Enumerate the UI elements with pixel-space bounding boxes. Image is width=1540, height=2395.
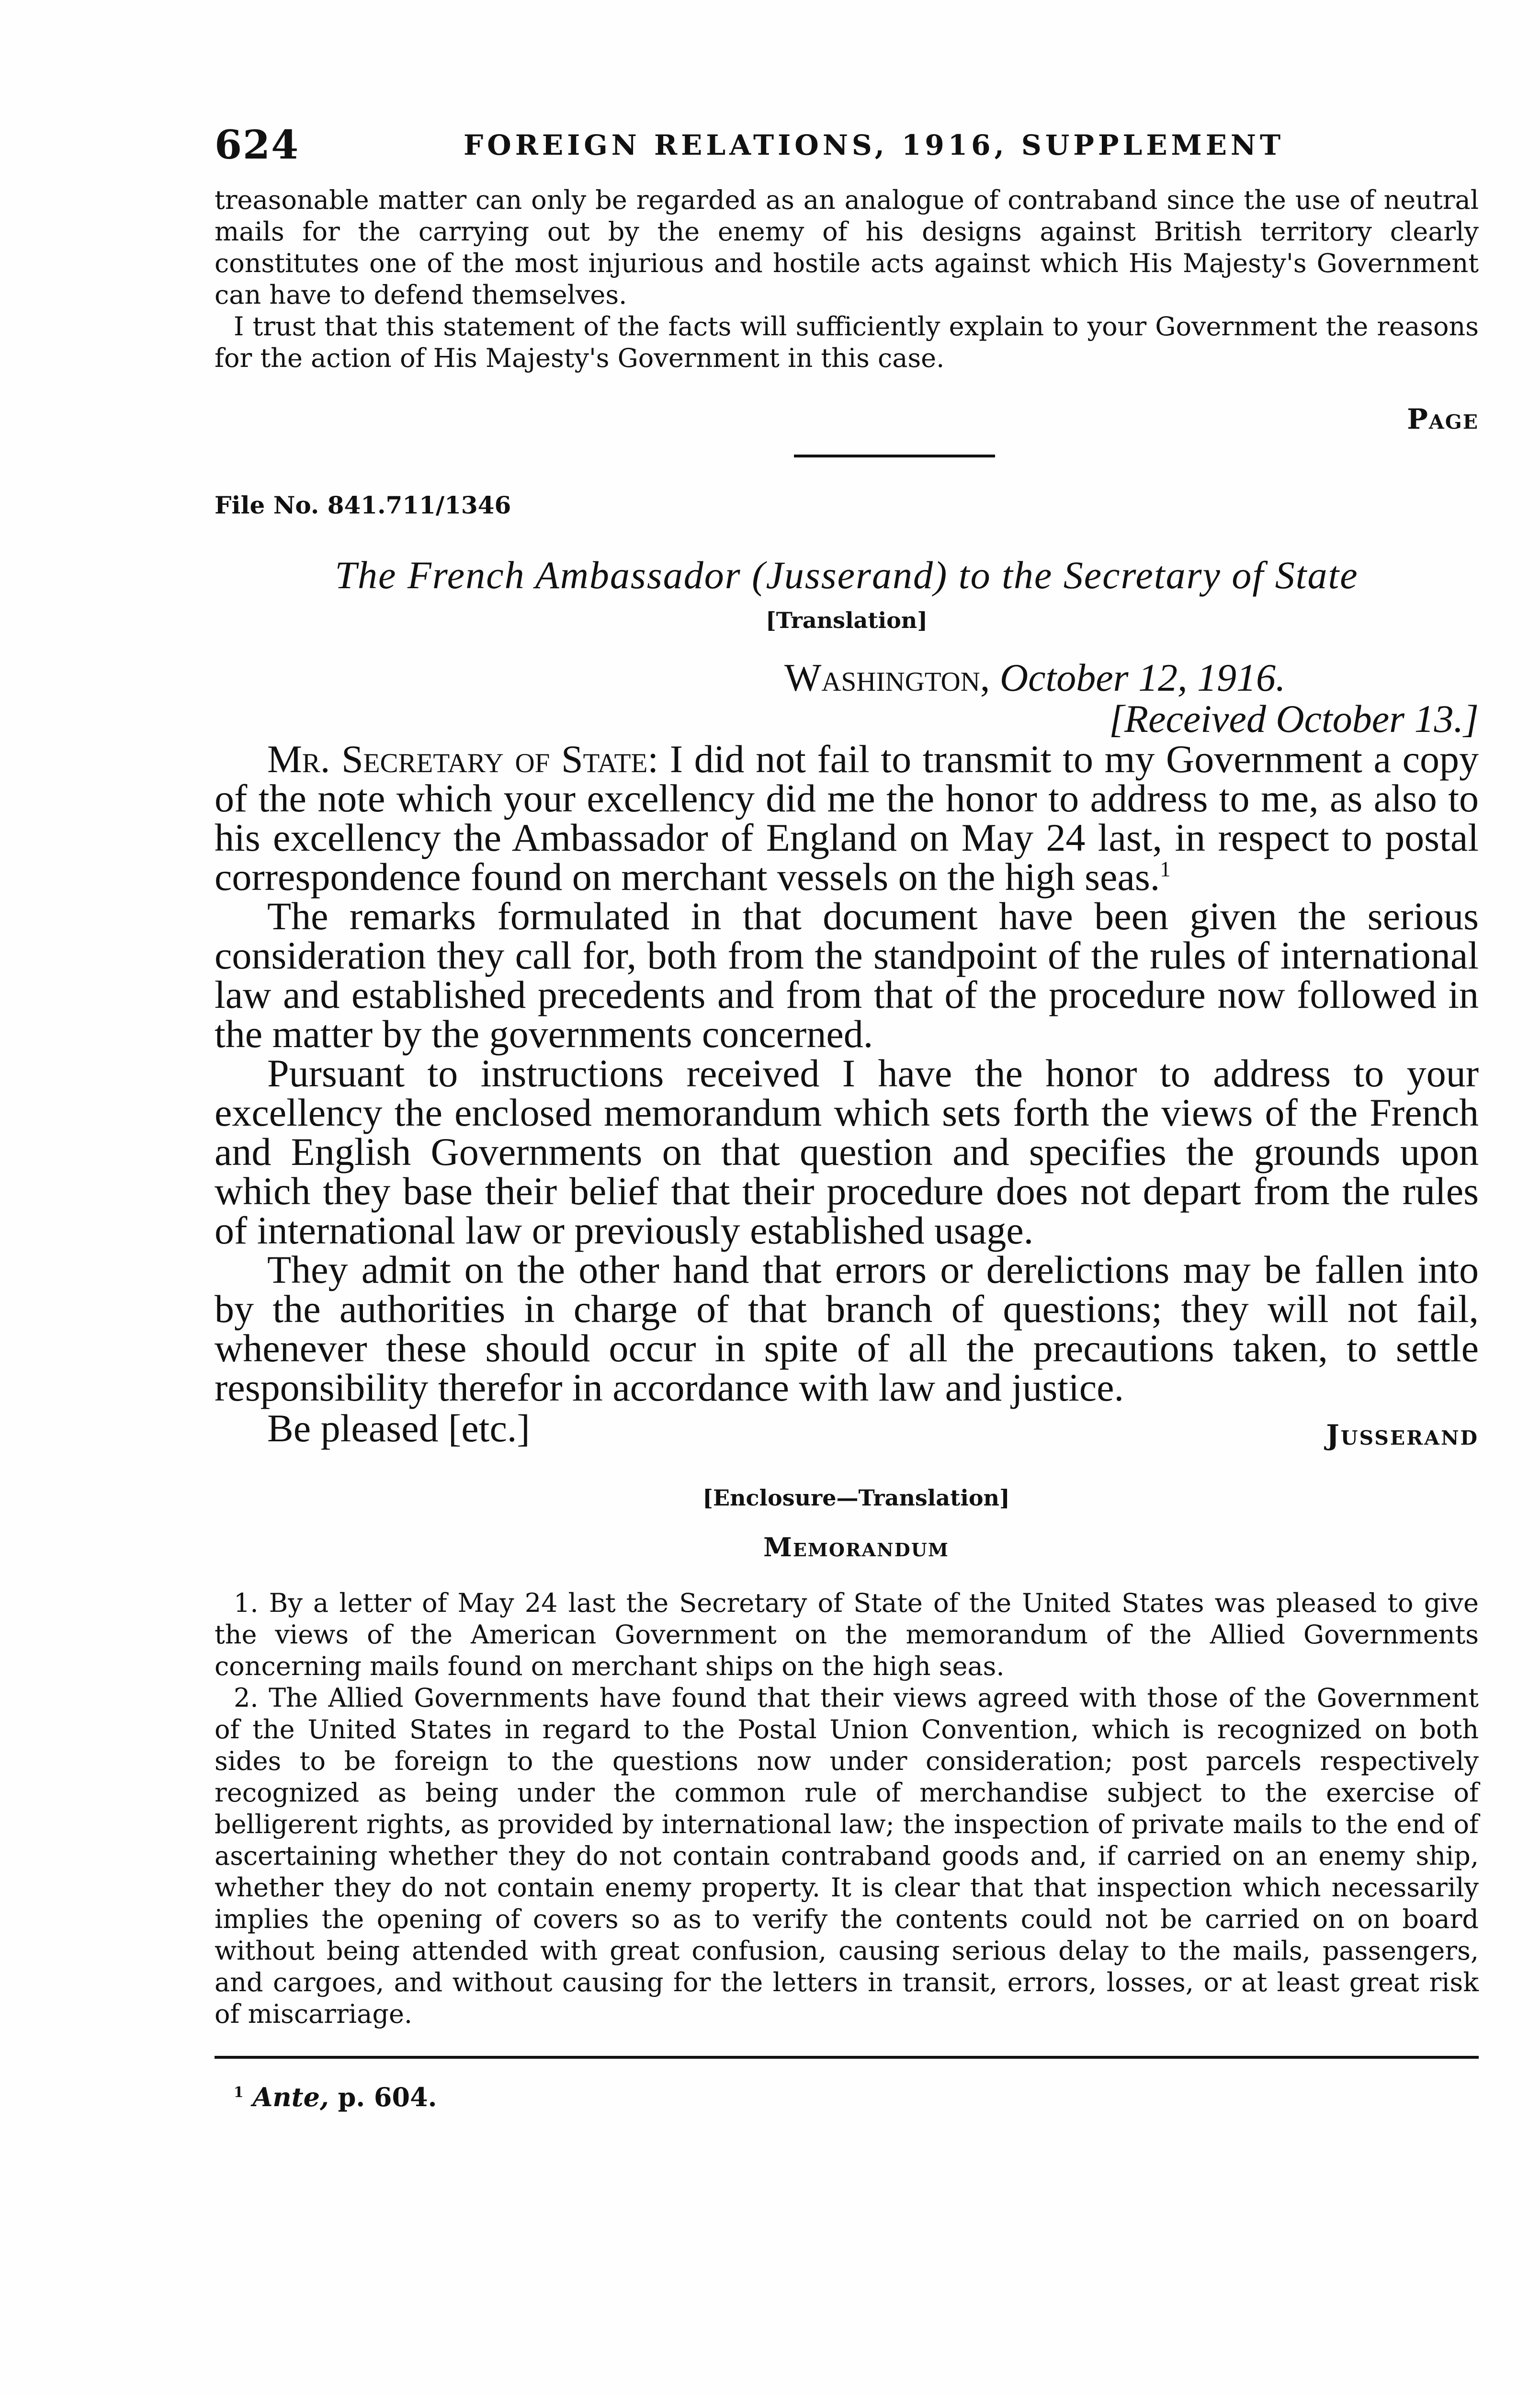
letter-paragraph-4: They admit on the other hand that errors or derelictions may be fallen into by the authorities in charge of that branch of questions; they will not fail, whenever these should occur in spite of all the precautions taken, to settle responsibility therefor in accordance with law and justice.	[215, 1248, 1479, 1409]
footnote-reference: 1	[1160, 857, 1171, 881]
footnote-page: p. 604.	[338, 2082, 437, 2112]
letter-paragraph-1: Mr. Secretary of State: I did not fail to transmit to my Government a copy of the note which your excellency did me the honor to address to me, as also to his excellency the Ambassador of England on May 24 last, in respect to postal correspondence found on merchant vessels on the high seas.$^1$	[215, 737, 1479, 899]
page-header	[215, 122, 1479, 184]
translation-note: [Translation]	[766, 607, 928, 633]
dateline-place: Washington,	[784, 656, 990, 699]
closing-text: Be pleased [etc.]	[267, 1406, 530, 1450]
section-divider	[794, 455, 995, 457]
page-number: 624	[215, 122, 300, 168]
received-date: [Received October 13.]	[1109, 697, 1479, 741]
dateline-date: October 12, 1916.	[999, 656, 1286, 699]
signature: Jusserand	[1326, 1419, 1479, 1451]
memo-paragraph-1: 1. By a letter of May 24 last the Secretary of State of the United States was pleased to give the views of the American Government on the memorandum of the Allied Governments concerning mails found on merchant ships on the high seas.	[215, 1588, 1479, 1681]
letter-paragraph-3: Pursuant to instructions received I have the honor to address to your excellency the enclosed memorandum which sets forth the views of the French and English Governments on that question and specifies the grounds upon which they base their belief that their procedure does not depart from the rules of international law or previously established usage.	[215, 1051, 1479, 1252]
continuation-paragraph-2: I trust that this statement of the facts will sufficiently explain to your Government the reasons for the action of His Majesty's Government in this case.	[215, 311, 1479, 373]
footnote-ref: Ante,	[252, 2082, 329, 2112]
document-page	[215, 122, 1479, 2112]
file-number: File No. 841.711/1346	[215, 491, 511, 519]
enclosure-note: [Enclosure—Translation]	[702, 1485, 1010, 1511]
footnote-divider	[215, 2056, 1479, 2059]
dateline	[215, 657, 1479, 698]
heading-name: Jusserand	[766, 553, 934, 597]
memo-paragraph-2: 2. The Allied Governments have found that their views agreed with those of the Government of the United States in regard to the Postal Union Convention, which is recognized on both sides to be foreign to the questions now under consideration; post parcels respectively recognized as being under the common rule of merchandise subject to the exercise of belligerent rights, as provided by international law; the inspection of private mails to the end of ascertaining whether they do not contain contraband goods and, if carried on an enemy ship, whether they do not contain enemy property. It is clear that that inspection which necessarily implies the opening of covers so as to verify the contents could not be carried on on board without being attended with great confusion, causing serious delay to the mails, passengers, and cargoes, and without causing for the letters in transit, errors, losses, or at least great risk of miscarriage.	[215, 1683, 1479, 2029]
memorandum-body	[215, 1587, 1479, 2030]
running-title: FOREIGN RELATIONS, 1916, SUPPLEMENT	[464, 129, 1285, 161]
salutation: Mr. Secretary of State:	[267, 737, 659, 781]
document-heading: The French Ambassador (Jusserand) to the Secretary of State	[335, 553, 1359, 597]
memo-title: Memorandum	[763, 1532, 949, 1562]
signature-page: Page	[1407, 403, 1479, 435]
footnote	[215, 2082, 1479, 2112]
letter-paragraph-2: The remarks formulated in that document have been given the serious consideration they call for, both from the standpoint of the rules of international law and established precedents and from that of the procedure now followed in the matter by the governments concerned.	[215, 894, 1479, 1056]
continuation-paragraph-1: treasonable matter can only be regarded as an analogue of contraband since the use of neutral mails for the carrying out by the enemy of his designs against British territory clearly constitutes one of the most injurious and hostile acts against which His Majesty's Government can have to defend themselves.	[215, 185, 1479, 310]
footnote-marker: 1	[234, 2084, 244, 2101]
closing-line	[215, 1407, 1479, 1456]
